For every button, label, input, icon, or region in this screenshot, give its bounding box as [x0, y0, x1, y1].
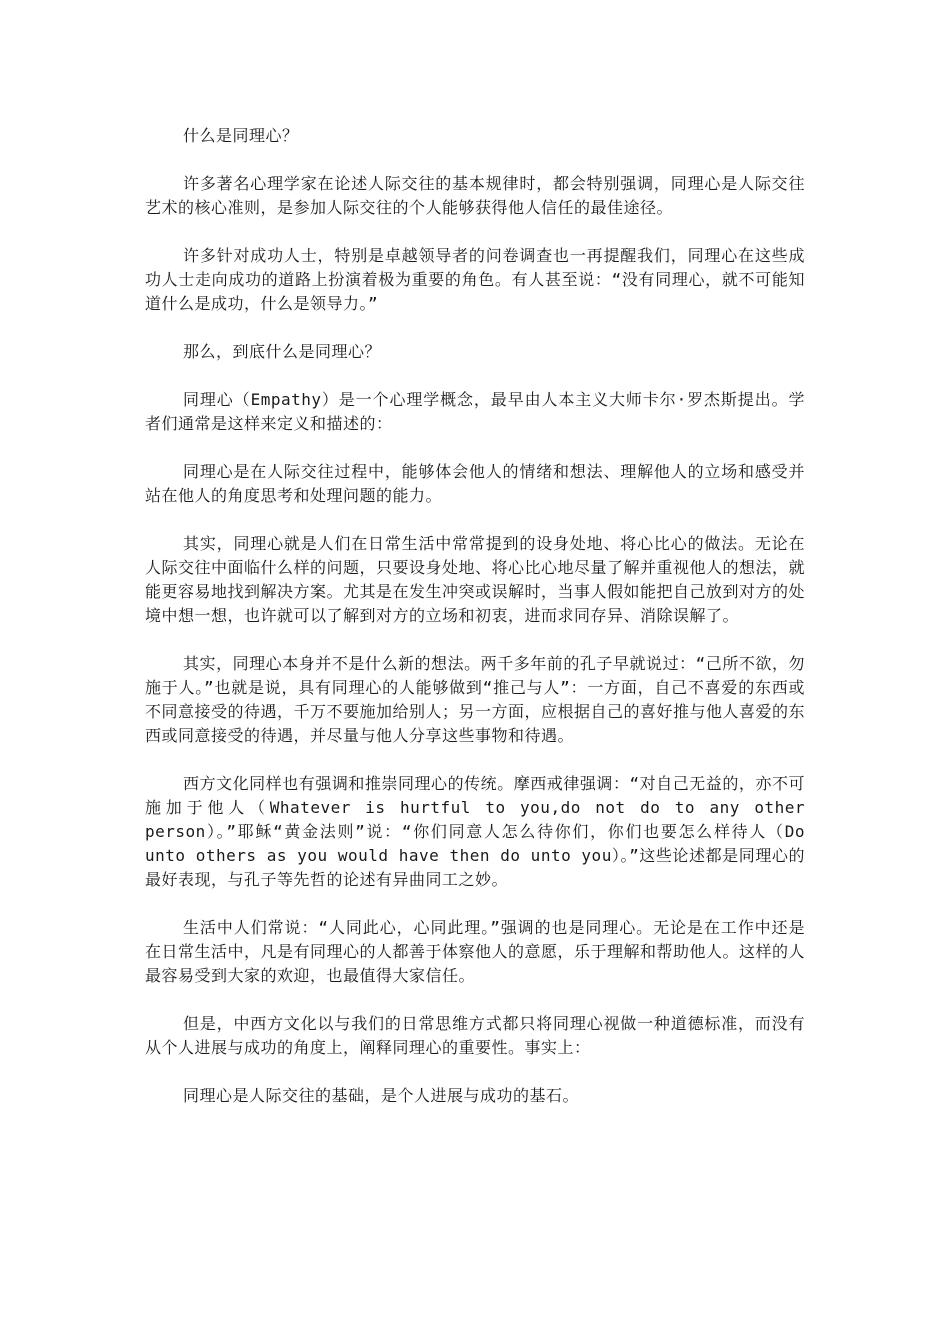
paragraph: 同理心（Empathy）是一个心理学概念，最早由人本主义大师卡尔·罗杰斯提出。学者们通常是这样来定义和描述的：: [145, 390, 805, 433]
paragraph: 同理心是在人际交往过程中，能够体会他人的情绪和想法、理解他人的立场和感受并站在他人的角度思考和处理问题的能力。: [145, 462, 805, 505]
paragraph: 生活中人们常说：“人同此心，心同此理。”强调的也是同理心。无论是在工作中还是在日常生活中，凡是有同理心的人都善于体察他人的意愿，乐于理解和帮助他人。这样的人最容易受到大家的欢迎，也最值得大家信任。: [145, 918, 806, 985]
document-body: [145, 124, 805, 1132]
paragraph: 西方文化同样也有强调和推崇同理心的传统。摩西戒律强调：“对自己无益的，亦不可施加于他人（Whatever is hurtful to you,do not do to any other person）。”耶稣“黄金法则”说：“你们同意人怎么待你们，你们也要怎么样待人（Do unto others as you would have then do unto you）。”这些论述都是同理心的最好表现，与孔子等先哲的论述有异曲同工之妙。: [145, 774, 805, 889]
paragraph: 那么，到底什么是同理心？: [183, 342, 382, 361]
paragraph: 其实，同理心就是人们在日常生活中常常提到的设身处地、将心比心的做法。无论在人际交往中面临什么样的问题，只要设身处地、将心比心地尽量了解并重视他人的想法，就能更容易地找到解决方案。尤其是在发生冲突或误解时，当事人假如能把自己放到对方的处境中想一想，也许就可以了解到对方的立场和初衷，进而求同存异、消除误解了。: [145, 534, 806, 625]
paragraph: 许多针对成功人士，特别是卓越领导者的问卷调查也一再提醒我们，同理心在这些成功人士走向成功的道路上扮演着极为重要的角色。有人甚至说：“没有同理心，就不可能知道什么是成功，什么是领导力。”: [145, 246, 805, 313]
paragraph: 但是，中西方文化以与我们的日常思维方式都只将同理心视做一种道德标准，而没有从个人进展与成功的角度上，阐释同理心的重要性。事实上：: [145, 1014, 805, 1057]
heading-what-is-empathy: 什么是同理心？: [183, 126, 299, 145]
conclusion-paragraph: 同理心是人际交往的基础，是个人进展与成功的基石。: [183, 1086, 580, 1105]
paragraph: 其实，同理心本身并不是什么新的想法。两千多年前的孔子早就说过：“己所不欲，勿施于人。”也就是说，具有同理心的人能够做到“推己与人”：一方面，自己不喜爱的东西或不同意接受的待遇，千万不要施加给别人；另一方面，应根据自己的喜好推与他人喜爱的东西或同意接受的待遇，并尽量与他人分享这些事物和待遇。: [145, 654, 806, 745]
paragraph: 许多著名心理学家在论述人际交往的基本规律时，都会特别强调，同理心是人际交往艺术的核心准则，是参加人际交往的个人能够获得他人信任的最佳途径。: [145, 174, 805, 217]
